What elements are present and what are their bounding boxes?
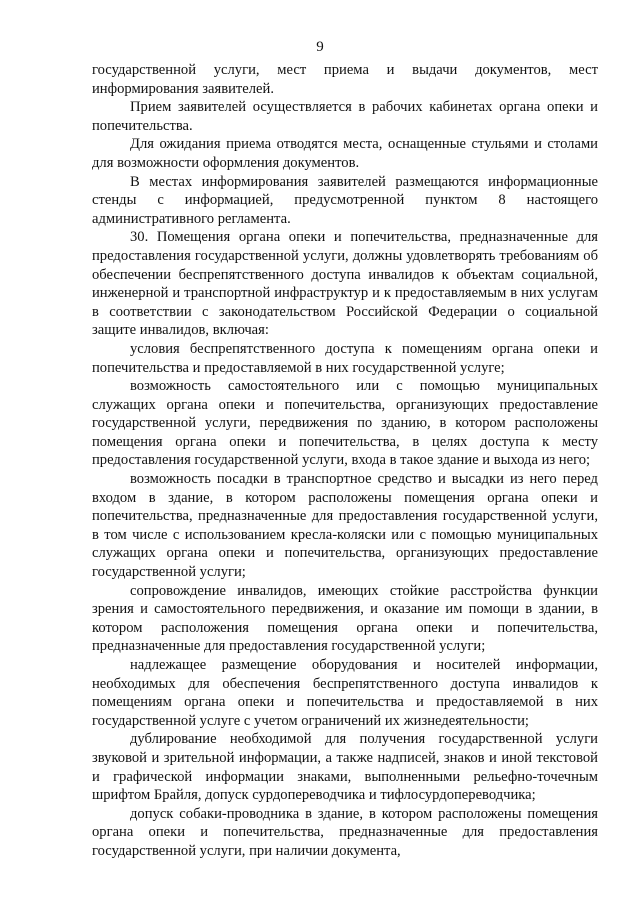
paragraph-transport: возможность посадки в транспортное средство и высадки из него перед входом в здание, в котором расположены помещения органа опеки и попечительства, предназначенные для предоставления государственной услуги, в том числе с использованием кресла-коляски или с помощью муниципальных служащих органа опеки и попечительства, организующих предоставление государственной услуги; (92, 471, 598, 581)
paragraph-access-conditions: условия беспрепятственного доступа к помещениям органа опеки и попечительства и предоставляемой в них государственной услуге; (92, 340, 598, 376)
document-body (92, 61, 598, 861)
paragraph-movement: возможность самостоятельного или с помощью муниципальных служащих органа опеки и попечительства, организующих предоставление государственной услуги, передвижения по зданию, в котором расположены помещения органа опеки и попечительства, в целях доступа к месту предоставления государственной услуги, входа в такое здание и выхода из него; (92, 378, 598, 469)
paragraph-information-stands: В местах информирования заявителей размещаются информационные стенды с информацией, предусмотренной пунктом 8 настоящего административного регламента. (92, 173, 598, 227)
paragraph-guide-dog: допуск собаки-проводника в здание, в котором расположены помещения органа опеки и попечительства, предназначенные для предоставления государственной услуги, при наличии документа, (92, 805, 598, 859)
paragraph-reception: Прием заявителей осуществляется в рабочих кабинетах органа опеки и попечительства. (92, 99, 598, 134)
paragraph-equipment: надлежащее размещение оборудования и носителей информации, необходимых для обеспечения беспрепятственного доступа инвалидов к помещениям органа опеки и попечительства и предоставляемой в них государственной услуге с учетом ограничений их жизнедеятельности; (92, 657, 598, 729)
paragraph-waiting-places: Для ожидания приема отводятся места, оснащенные стульями и столами для возможности оформления документов. (92, 136, 598, 171)
paragraph-braille: дублирование необходимой для получения государственной услуги звуковой и зрительной информации, а также надписей, знаков и иной текстовой и графической информации знаками, выполненными рельефно-точечным шрифтом Брайля, допуск сурдопереводчика и тифлосурдопереводчика; (92, 731, 598, 804)
paragraph-continuation: государственной услуги, мест приема и выдачи документов, мест информирования заявителей. (92, 62, 598, 97)
paragraph-escort: сопровождение инвалидов, имеющих стойкие расстройства функции зрения и самостоятельного передвижения, и оказание им помощи в здании, в котором расположения помещения органа опеки и попечительства, предназначенные для предоставления государственной услуги; (92, 582, 598, 655)
paragraph-item-30: 30. Помещения органа опеки и попечительства, предназначенные для предоставления государственной услуги, должны удовлетворять требованиям об обеспечении беспрепятственного доступа инвалидов к объектам социальной, инженерной и транспортной инфраструктур и к предоставляемым в них услугам в соответствии с законодательством Российской Федерации о социальной защите инвалидов, включая: (92, 229, 598, 339)
page-number: 9 (316, 39, 324, 55)
